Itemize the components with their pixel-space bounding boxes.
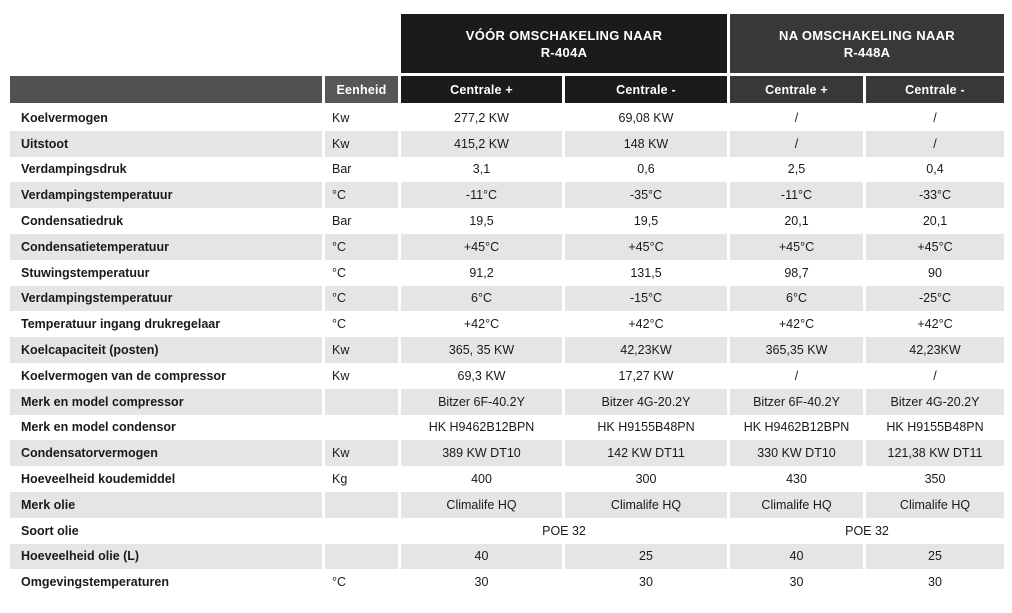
table-row [10,182,1005,208]
row-value: Bitzer 6F-40.2Y [730,389,863,415]
table-row [10,131,1005,157]
row-value: / [933,368,937,383]
row-value: 40 [730,544,863,570]
row-value: 98,7 [784,265,809,280]
row-value: 148 KW [565,131,727,157]
row-value: 19,5 [633,214,659,229]
table-row [10,440,1005,466]
row-unit [325,518,398,544]
row-label: Verdampingstemperatuur [10,286,322,312]
row-unit: Kg [332,472,348,487]
row-value: HK H9462B12BPN [743,420,850,435]
row-value: 20,1 [784,214,809,229]
row-value: 142 KW DT11 [565,440,727,466]
row-value: Bitzer 4G-20.2Y [866,389,1004,415]
row-value: 350 [924,472,946,487]
row-value: 69,08 KW [618,110,674,125]
table-row [10,105,1005,131]
top-header-spacer [10,14,398,73]
table-row [10,569,1005,595]
row-value: / [866,131,1004,157]
row-value: 90 [928,265,942,280]
row-value: -15°C [565,286,727,312]
row-unit [325,389,398,415]
row-value: 6°C [730,286,863,312]
row-label: Merk olie [10,492,322,518]
row-value: +45°C [565,234,727,260]
table-row [10,260,1005,286]
row-value: Climalife HQ [401,492,562,518]
row-value: 389 KW DT10 [401,440,562,466]
row-value: 277,2 KW [454,110,509,125]
row-label: Verdampingsdruk [21,162,127,177]
row-unit [325,492,398,518]
table-column-header-row [10,76,1005,103]
row-label: Temperatuur ingang drukregelaar [21,317,221,332]
row-value: 20,1 [922,214,948,229]
row-value: 40 [401,544,562,570]
row-value: 42,23KW [565,337,727,363]
row-value: 131,5 [630,265,662,280]
row-unit [325,544,398,570]
row-value: 430 [786,472,807,487]
row-value: +42°C [917,317,953,332]
row-value: -33°C [866,182,1004,208]
row-value: +42°C [463,317,500,332]
table-row [10,234,1005,260]
row-value: 19,5 [469,214,494,229]
header-before-switch [401,14,727,73]
row-value: HK H9462B12BPN [428,420,535,435]
table-top-header [10,14,1005,73]
row-unit: °C [332,575,347,590]
row-value: 0,6 [637,162,655,177]
row-value: -25°C [866,286,1004,312]
table-row [10,492,1005,518]
row-value: 365, 35 KW [401,337,562,363]
row-value: 365,35 KW [730,337,863,363]
row-value: 30 [474,575,489,590]
row-value: +42°C [628,317,664,332]
row-value: +45°C [866,234,1004,260]
row-value: 17,27 KW [618,368,674,383]
table-row [10,208,1005,234]
table-body [10,105,1005,595]
table-row [10,544,1005,570]
row-value: +45°C [401,234,562,260]
row-value: 300 [635,472,657,487]
row-value: -11°C [401,182,562,208]
row-value: / [794,368,799,383]
row-value: 30 [639,575,653,590]
row-value: 0,4 [926,162,944,177]
row-value: Climalife HQ [730,492,863,518]
row-value: / [794,110,799,125]
row-unit: °C [325,286,398,312]
unit-column-header: Eenheid [325,76,398,103]
row-label: Stuwingstemperatuur [21,265,150,280]
row-value: 30 [789,575,804,590]
row-value: 400 [471,472,492,487]
row-value: -11°C [730,182,863,208]
row-value: / [933,110,937,125]
row-unit: Kw [332,368,350,383]
row-label: Condensatorvermogen [10,440,322,466]
table-row [10,157,1005,183]
row-label: Koelcapaciteit (posten) [10,337,322,363]
row-value: / [730,131,863,157]
row-label: Koelvermogen van de compressor [21,368,226,383]
header-after-switch [730,14,1004,73]
row-value: 121,38 KW DT11 [866,440,1004,466]
row-label: Condensatiedruk [21,214,124,229]
row-value: Climalife HQ [565,492,727,518]
row-label-header-bar [10,76,322,103]
row-value: Climalife HQ [866,492,1004,518]
header-before-line1: VÓÓR OMSCHAKELING NAAR [465,27,663,43]
row-value: +42°C [778,317,815,332]
row-value: POE 32 [845,523,889,538]
row-value: 42,23KW [866,337,1004,363]
row-unit: Kw [332,110,350,125]
row-value: 3,1 [472,162,491,177]
row-value: 25 [565,544,727,570]
column-header-centrale-minus-r448a: Centrale - [866,76,1004,103]
row-label: Hoeveelheid koudemiddel [21,472,176,487]
row-unit: Bar [332,162,352,177]
row-value: 330 KW DT10 [730,440,863,466]
row-value: -35°C [565,182,727,208]
row-label: Soort olie [21,523,79,538]
row-label: Verdampingstemperatuur [10,182,322,208]
row-value: 91,2 [469,265,494,280]
row-unit: Kw [325,337,398,363]
row-value: 2,5 [787,162,806,177]
column-header-centrale-minus-r404a: Centrale - [565,76,727,103]
row-value: 6°C [401,286,562,312]
row-value: 25 [866,544,1004,570]
row-label: Hoeveelheid olie (L) [10,544,322,570]
row-unit: °C [325,182,398,208]
row-value: +45°C [730,234,863,260]
header-after-line2: R-448A [843,44,891,60]
table-row [10,286,1005,312]
row-unit [325,415,398,441]
table-row [10,311,1005,337]
table-row [10,337,1005,363]
row-unit: °C [325,234,398,260]
row-unit: °C [332,317,347,332]
row-value: 415,2 KW [401,131,562,157]
row-label: Condensatietemperatuur [10,234,322,260]
row-value: POE 32 [542,523,586,538]
row-value: HK H9155B48PN [886,420,984,435]
table-row [10,389,1005,415]
header-before-line2: R-404A [540,44,588,60]
row-label: Uitstoot [10,131,322,157]
column-header-centrale-plus-r404a: Centrale + [401,76,562,103]
row-label: Koelvermogen [21,110,108,125]
row-value: HK H9155B48PN [597,420,695,435]
row-value: Bitzer 4G-20.2Y [565,389,727,415]
row-label: Merk en model compressor [10,389,322,415]
row-label: Merk en model condensor [21,420,176,435]
table-row [10,466,1005,492]
row-unit: Kw [325,440,398,466]
column-header-centrale-plus-r448a: Centrale + [730,76,863,103]
row-unit: °C [332,265,347,280]
row-label: Omgevingstemperaturen [21,575,169,590]
table-row [10,415,1005,441]
table-row [10,363,1005,389]
row-unit: Bar [332,214,352,229]
row-value: 30 [928,575,942,590]
header-after-line1: NA OMSCHAKELING NAAR [779,27,955,43]
row-value: Bitzer 6F-40.2Y [401,389,562,415]
table-row [10,518,1005,544]
row-value: 69,3 KW [457,368,506,383]
row-unit: Kw [325,131,398,157]
